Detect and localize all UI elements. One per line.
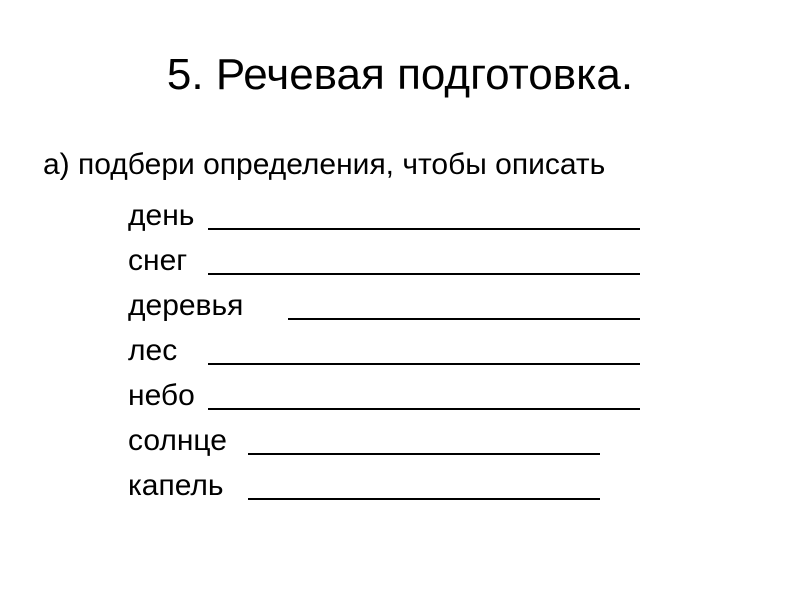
- answer-blank[interactable]: [208, 363, 640, 365]
- word-label: капель: [128, 469, 224, 502]
- word-label: деревья: [128, 289, 244, 322]
- word-label: солнце: [128, 424, 227, 457]
- answer-blank[interactable]: [208, 228, 640, 230]
- task-instruction: а) подбери определения, чтобы описать: [43, 148, 606, 181]
- answer-blank[interactable]: [248, 498, 600, 500]
- answer-blank[interactable]: [208, 408, 640, 410]
- word-label: небо: [128, 379, 195, 412]
- word-label: день: [128, 199, 195, 232]
- slide-title: 5. Речевая подготовка.: [166, 50, 634, 99]
- answer-blank[interactable]: [248, 453, 600, 455]
- word-label: снег: [128, 244, 188, 277]
- word-label: лес: [128, 334, 178, 367]
- answer-blank[interactable]: [208, 273, 640, 275]
- answer-blank[interactable]: [288, 318, 640, 320]
